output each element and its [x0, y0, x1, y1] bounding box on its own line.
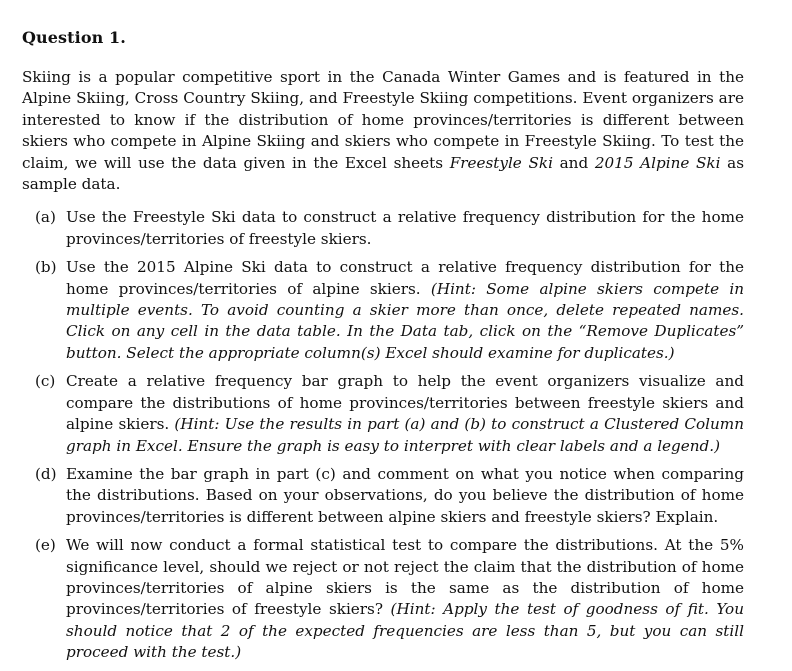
part-c-hint: (Hint: Use the results in part (a) and (b) to construct a Clustered Column graph in Excel. Ensure the graph is easy to interpret with clear labels and a legend.): [66, 415, 744, 455]
question-page: [22, 28, 778, 671]
part-c: [22, 371, 744, 457]
part-d: [22, 464, 744, 528]
part-b-text: Use the 2015 Alpine Ski data to construct a relative frequency distribution for the home provinces/territories of alpine skiers.: [66, 258, 744, 298]
part-e-hint: (Hint: Apply the test of goodness of fit. You should notice that 2 of the expected frequencies are less than 5, but you can still proceed with the test.): [66, 600, 744, 662]
part-d-text: Examine the bar graph in part (c) and comment on what you notice when comparing the distributions. Based on your observations, do you believe the distribution of home provinces/territories is different between alpine skiers and freestyle skiers? Explain.: [66, 464, 744, 526]
part-a-text: Use the Freestyle Ski data to construct a relative frequency distribution for the home provinces/territories of freestyle skiers.: [66, 208, 744, 248]
question-intro: [22, 67, 744, 195]
part-c-text: Create a relative frequency bar graph to help the event organizers visualize and compare the distributions of home provinces/territories between freestyle skiers and alpine skiers.: [66, 372, 744, 434]
intro-ending: as sample data.: [22, 153, 745, 194]
part-a: [22, 207, 744, 250]
part-a-label: (a): [35, 208, 56, 227]
intro-conjunction: and: [552, 153, 595, 172]
part-e-label: (e): [35, 536, 56, 555]
question-parts: [22, 207, 778, 663]
sheet-name-freestyle: Freestyle Ski: [449, 153, 553, 172]
part-e: [22, 535, 744, 663]
question-title: Question 1.: [22, 28, 126, 47]
part-b-hint: (Hint: Some alpine skiers compete in multiple events. To avoid counting a skier more than once, delete repeated names. Click on any cell in the data table. In the Data tab, click on the “Remove Duplicates” button. Select the appropriate column(s) Excel should examine for duplicates.): [66, 279, 744, 362]
part-e-text: We will now conduct a formal statistical test to compare the distributions. At the 5% significance level, should we reject or not reject the claim that the distribution of home provinces/territories of alpine skiers is the same as the distribution of home provinces/territories of freestyle skiers?: [66, 536, 744, 619]
sheet-name-alpine: 2015 Alpine Ski: [594, 153, 721, 172]
part-b: [22, 257, 744, 364]
part-b-label: (b): [35, 258, 57, 277]
intro-text: Skiing is a popular competitive sport in the Canada Winter Games and is featured in the Alpine Skiing, Cross Country Skiing, and Freestyle Skiing competitions. Event organizers are interested to know if the distribution of home provinces/territories is different between skiers who compete in Alpine Skiing and skiers who compete in Freestyle Skiing. To test the claim, we will use the data given in the Excel sheets: [22, 68, 744, 172]
part-d-label: (d): [35, 464, 57, 483]
part-c-label: (c): [35, 372, 56, 391]
